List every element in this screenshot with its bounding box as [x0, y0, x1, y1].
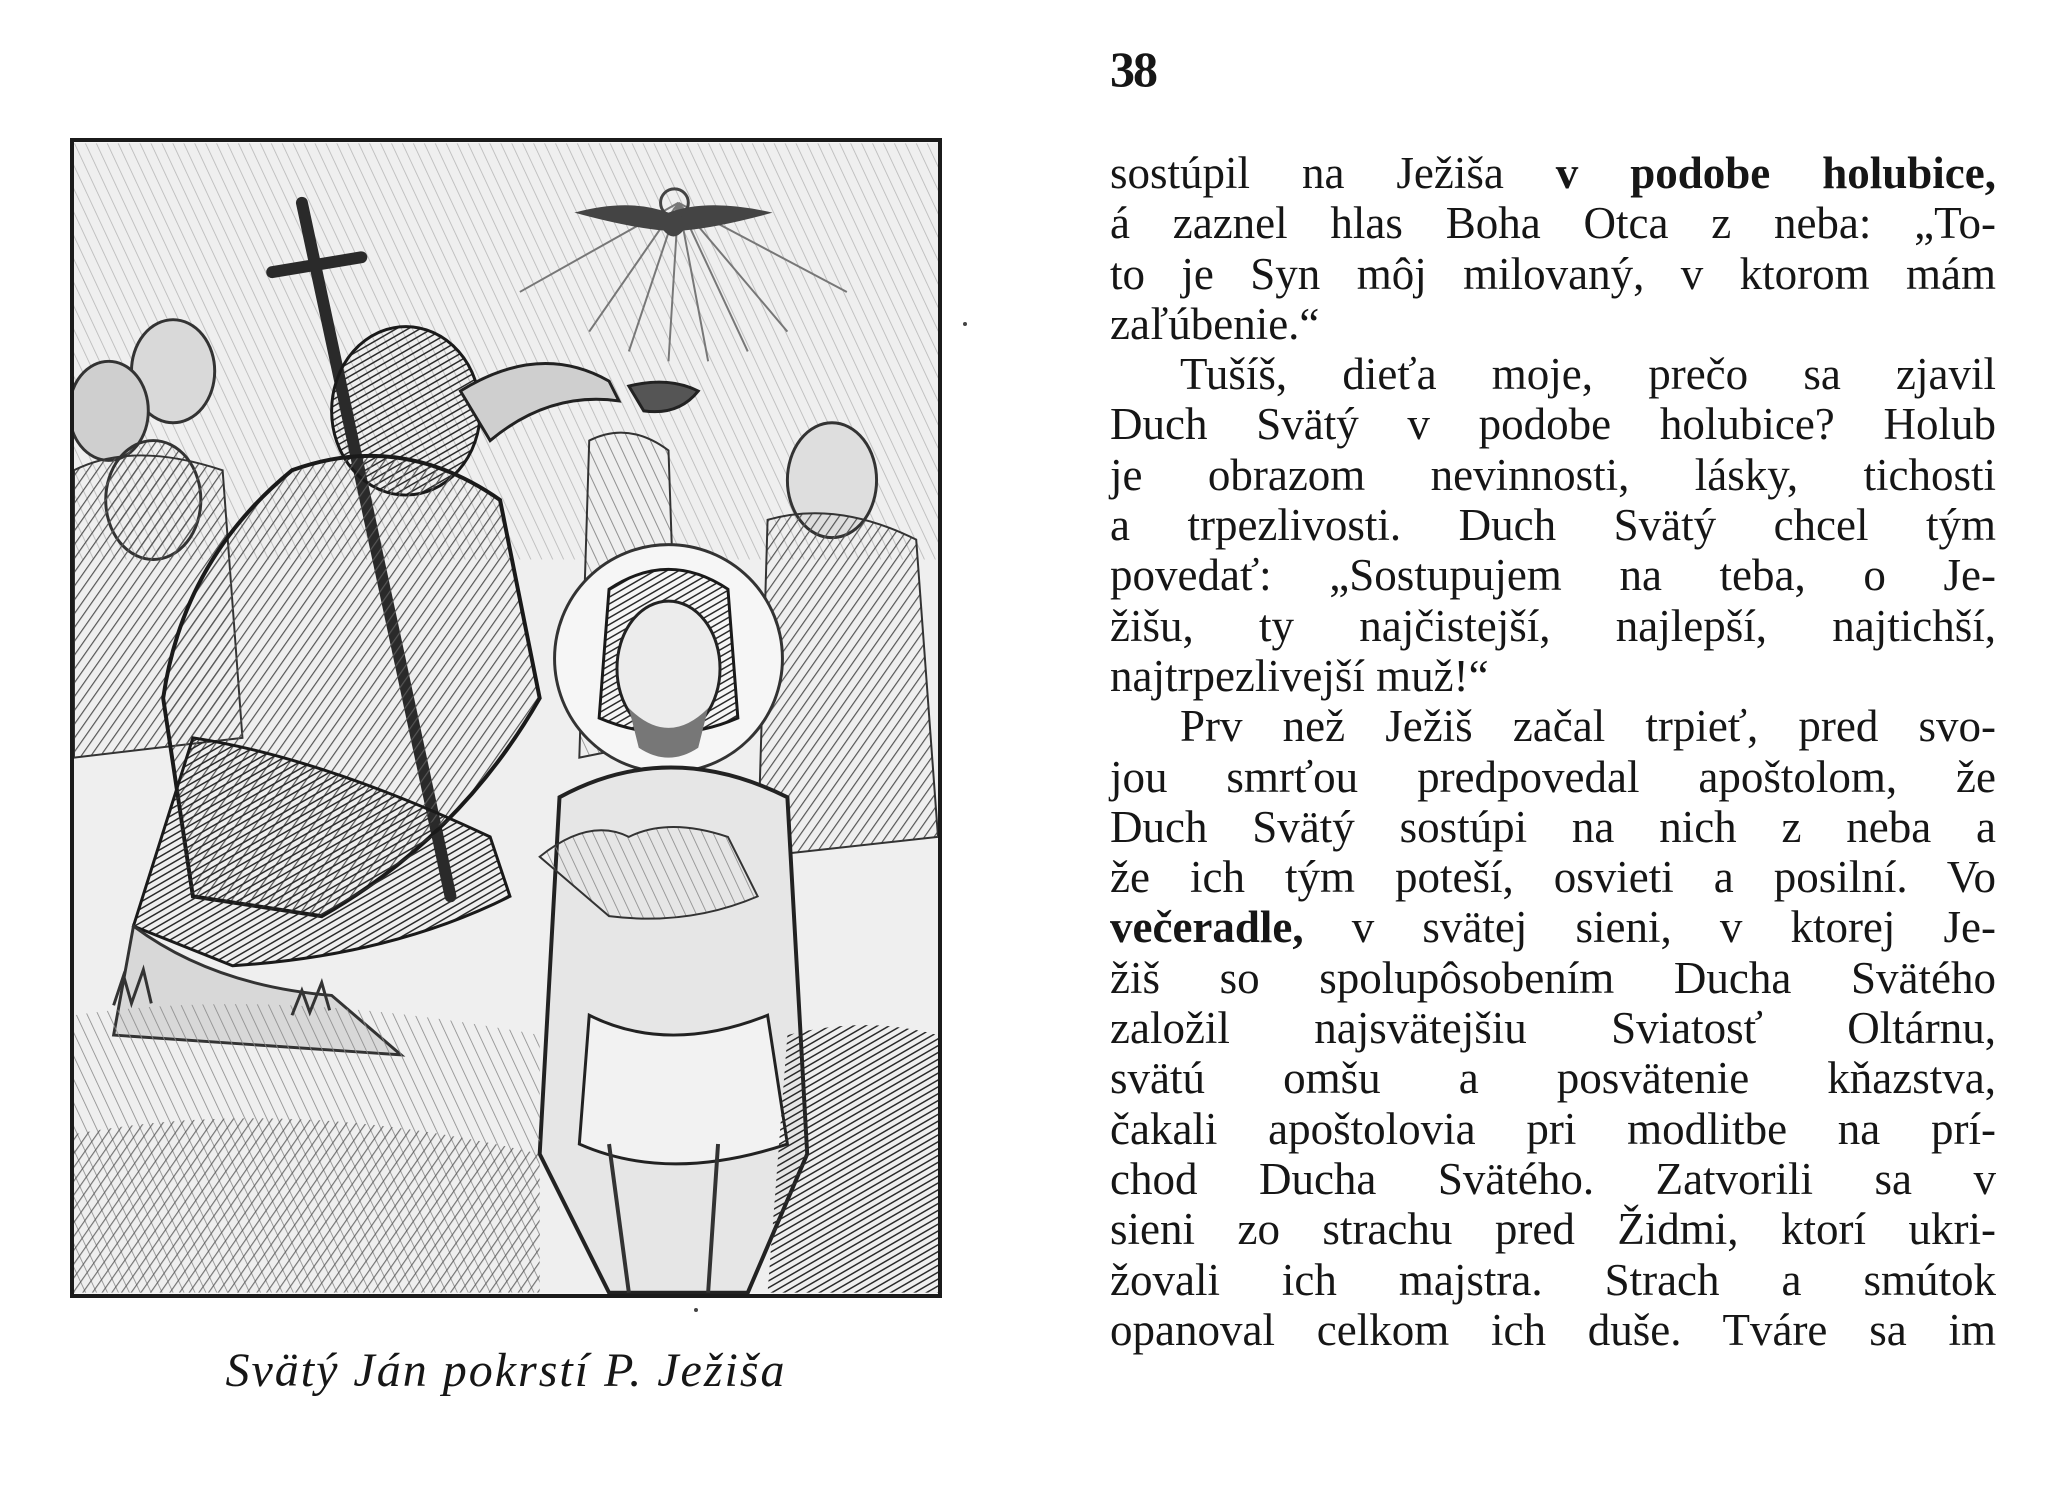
text-run: a trpezlivosti. Duch Svätý chcel tým: [1110, 500, 1996, 551]
text-run: že ich tým poteší, osvieti a posilní. Vo: [1110, 852, 1996, 903]
text-run: čakali apoštolovia pri modlitbe na prí-: [1110, 1103, 1996, 1154]
text-run: Duch Svätý sostúpi na nich z neba a: [1110, 801, 1996, 852]
text-line: [1110, 249, 1996, 299]
text-line: [1110, 802, 1996, 852]
text-line: [1110, 852, 1996, 902]
text-line: [1110, 1154, 1996, 1204]
text-line: [1110, 1003, 1996, 1053]
text-line: [1110, 902, 1996, 952]
text-line: [1110, 752, 1996, 802]
text-run: opanoval celkom ich duše. Tváre sa im: [1110, 1304, 1996, 1355]
text-run: Duch Svätý v podobe holubice? Holub: [1110, 399, 1996, 450]
text-run: á zaznel hlas Boha Otca z neba: „To-: [1110, 198, 1996, 249]
text-line: [1110, 953, 1996, 1003]
text-run: chod Ducha Svätého. Zatvorili sa v: [1110, 1153, 1996, 1204]
baptism-illustration: [70, 138, 942, 1298]
text-line: [1110, 349, 1996, 399]
text-run: založil najsvätejšiu Sviatosť Oltárnu,: [1110, 1003, 1996, 1054]
text-run: svätú omšu a posvätenie kňazstva,: [1110, 1053, 1996, 1104]
text-run: žiš so spolupôsobením Ducha Svätého: [1110, 952, 1996, 1003]
text-line: [1110, 450, 1996, 500]
text-run: najtrpezlivejší muž!“: [1110, 650, 1489, 701]
text-line: [1110, 198, 1996, 248]
text-line: [1110, 399, 1996, 449]
emphasized-text: večeradle,: [1110, 902, 1304, 953]
text-run: povedať: „Sostupujem na teba, o Je-: [1110, 550, 1996, 601]
text-run: žišu, ty najčistejší, najlepší, najtichší,: [1110, 600, 1996, 651]
text-run: sieni zo strachu pred Židmi, ktorí ukri-: [1110, 1204, 1996, 1255]
text-line: [1110, 1053, 1996, 1103]
text-run: Prv než Ježiš začal trpieť, pred svo-: [1180, 701, 1996, 752]
text-line: [1110, 1104, 1996, 1154]
text-line: [1110, 701, 1996, 751]
text-run: v svätej sieni, v ktorej Je-: [1303, 902, 1996, 953]
text-line: [1110, 1255, 1996, 1305]
text-line: [1110, 651, 1996, 701]
text-line: [1110, 148, 1996, 198]
text-line: [1110, 1204, 1996, 1254]
text-line: [1110, 550, 1996, 600]
engraving-drawing: [74, 142, 938, 1294]
text-run: zaľúbenie.“: [1110, 298, 1320, 349]
figure-caption: Svätý Ján pokrstí P. Ježiša: [225, 1344, 787, 1397]
text-run: žovali ich majstra. Strach a smútok: [1110, 1254, 1996, 1305]
stray-mark: [963, 322, 967, 326]
stray-mark: [694, 1308, 698, 1312]
emphasized-text: v podobe holubice,: [1555, 148, 1996, 198]
text-run: jou smrťou predpovedal apoštolom, že: [1110, 751, 1996, 802]
text-line: [1110, 500, 1996, 550]
text-run: Tušíš, dieťa moje, prečo sa zjavil: [1180, 349, 1996, 400]
text-line: [1110, 1305, 1996, 1355]
page-number: 38: [1110, 41, 1156, 97]
text-run: sostúpil na Ježiša: [1110, 148, 1556, 198]
text-line: [1110, 299, 1996, 349]
text-run: to je Syn môj milovaný, v ktorom mám: [1110, 248, 1996, 299]
body-text: [1110, 148, 1996, 1355]
text-line: [1110, 601, 1996, 651]
text-run: je obrazom nevinnosti, lásky, tichosti: [1110, 449, 1996, 500]
